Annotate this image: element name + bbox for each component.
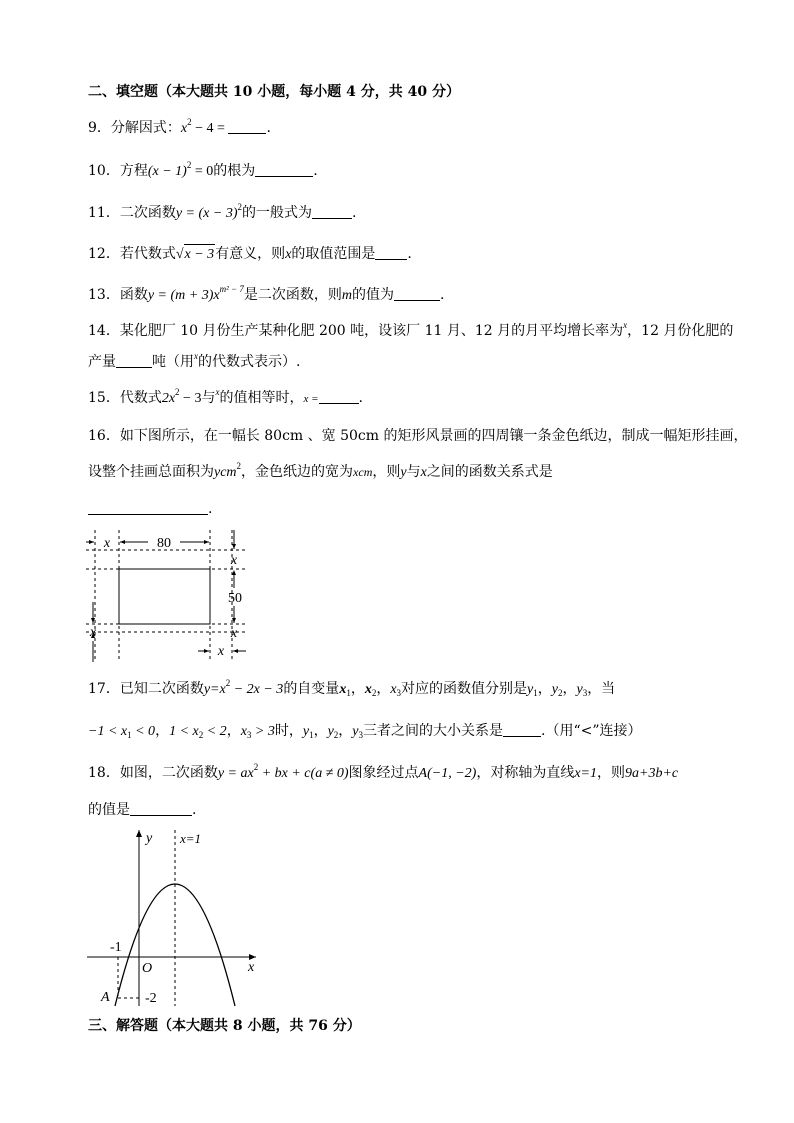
question-13: 13．函数$y = (m + 3)x^{m^2 - 7}$是二次函数，则m的值为 . <box>88 284 445 303</box>
y-axis-arrow-icon <box>136 830 142 837</box>
label-neg-1: -1 <box>110 940 122 955</box>
question-10: 10．方程$(x - 1)^2 = 0$的根为 . <box>88 160 318 179</box>
question-14: 14．某化肥厂 10 月份生产某种化肥 200 吨，设该厂 11 月、12 月的月平均增长率为$^x$，12 月份化肥的 <box>88 320 734 339</box>
answer-blank[interactable] <box>88 500 208 515</box>
question-9: 9．分解因式：$x^2 - 4$ = . <box>88 117 271 136</box>
answer-blank[interactable] <box>228 119 266 134</box>
label-axis-x1: x=1 <box>180 831 202 846</box>
section-2-title: 二、填空题（本大题共 10 小题，每小题 4 分，共 40 分） <box>88 84 460 100</box>
label-x-right-bottom: x <box>230 626 238 641</box>
frame-diagram <box>86 530 248 665</box>
label-50: 50 <box>228 591 242 606</box>
question-18-line-2: 的值是 . <box>88 802 197 818</box>
label-x-left: x <box>89 625 97 640</box>
painting-rectangle <box>119 569 210 624</box>
label-origin: O <box>142 961 153 976</box>
question-16-line-3: . <box>88 499 212 519</box>
question-17: 17．已知二次函数$y=x^2 - 2x - 3$的自变量$x_1$，$x_2$，$x_3$对应的函数值分别是$y_1$，$y_2$，$y_3$，当 <box>88 678 616 698</box>
question-11: 11．二次函数$y = (x - 3)^2$的一般式为 . <box>88 202 357 221</box>
question-16: 16．如下图所示，在一幅长 80cm 、宽 50cm 的矩形风景画的四周镶一条金色纸边，制成一幅矩形挂画， <box>88 428 748 444</box>
answer-blank[interactable] <box>503 722 541 737</box>
label-x: x <box>248 960 255 975</box>
label-80: 80 <box>157 536 171 551</box>
label-y: y <box>146 831 153 846</box>
parabola-graph <box>84 826 264 1008</box>
section-3-title: 三、解答题（本大题共 8 小题，共 76 分） <box>88 1018 361 1034</box>
label-neg-2: -2 <box>145 991 157 1006</box>
label-x-right: x <box>230 553 238 568</box>
question-17-line-2: $-1 < x_1 < 0$，$1 < x_2 < 2$，$x_3 > 3$时，$y_1$，$y_2$，$y_3$三者之间的大小关系是 .（用“<”连接） <box>88 723 642 740</box>
question-16-line-2: 设整个挂画总面积为ycm$^2$，金色纸边的宽为xcm，则y与x之间的函数关系式是 <box>88 461 553 480</box>
answer-blank[interactable] <box>394 286 440 301</box>
label-x-bottom: x <box>217 644 225 659</box>
label-point-a: A <box>101 990 110 1005</box>
question-14-line-2: 产量 吨（用$^x$的代数式表示）. <box>88 351 301 370</box>
question-15: 15．代数式$2x^2 - 3$与$^x$的值相等时，x = . <box>88 387 363 406</box>
answer-blank[interactable] <box>375 245 407 260</box>
answer-blank[interactable] <box>312 204 352 219</box>
label-x-top: x <box>103 536 111 551</box>
question-18: 18．如图，二次函数$y = ax^2$ + bx + c(a ≠ 0)图象经过点A(−1, −2)，对称轴为直线x=1，则9a+3b+c <box>88 762 679 781</box>
answer-blank[interactable] <box>255 162 313 177</box>
answer-blank[interactable] <box>130 801 192 816</box>
answer-blank[interactable] <box>116 353 152 368</box>
answer-blank[interactable] <box>319 389 359 404</box>
question-12: 12．若代数式√x − 3有意义，则x的取值范围是 . <box>88 244 412 265</box>
